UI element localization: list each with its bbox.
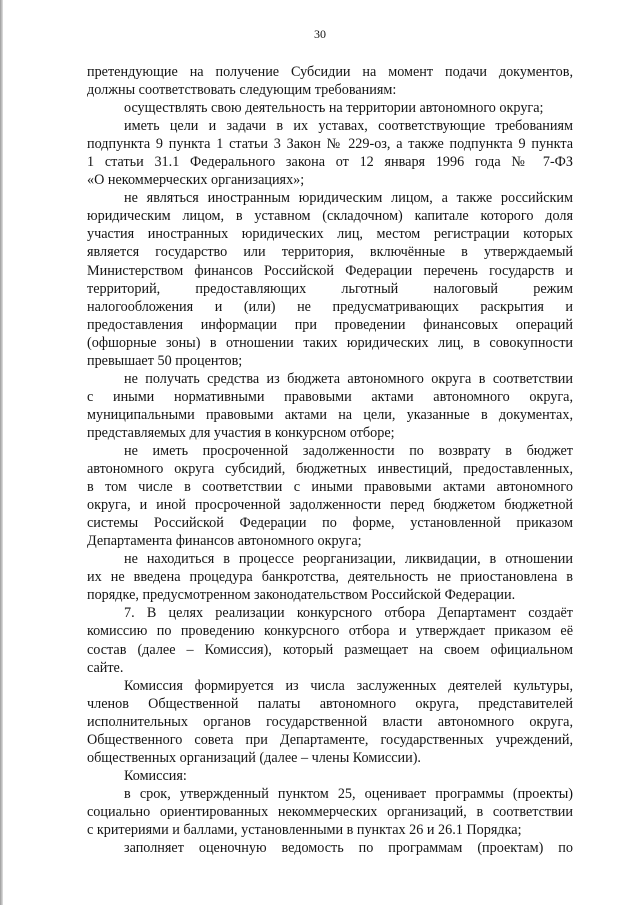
text-line: муниципальными правовыми актами на цели, указанные в документах, (87, 406, 573, 423)
text-line: осуществлять свою деятельность на территории автономного округа; (124, 100, 544, 117)
text-line: их не введена процедура банкротства, деятельность не приостановлена в (87, 569, 573, 586)
text-line: Общественного совета при Департаменте, государственных учреждений, (87, 731, 573, 748)
text-line: Министерством финансов Российской Федерации перечень государств и (87, 262, 573, 279)
text-line: Комиссия: (124, 767, 187, 784)
text-line: в срок, утвержденный пунктом 25, оценивает программы (проекты) (124, 785, 573, 802)
paragraph (87, 785, 573, 839)
text-line: состав (далее – Комиссия), который размещает на своем официальном (87, 641, 573, 658)
paragraph (87, 677, 573, 767)
text-line: подпункта 9 пункта 1 статьи 3 Закон № 229-оз, а также подпункта 9 пункта (87, 136, 573, 153)
paragraph (87, 117, 573, 189)
text-line: предоставления информации при проведении финансовых операций (87, 316, 573, 333)
text-line: системы Российской Федерации по форме, установленной приказом (87, 515, 573, 532)
text-line: не являться иностранным юридическим лицом, а также российским (124, 190, 573, 207)
paragraph (87, 63, 573, 99)
paragraph (87, 839, 573, 857)
text-line: территорий, предоставляющих льготный налоговый режим (87, 280, 573, 297)
text-line: не получать средства из бюджета автономного округа в соответствии (124, 370, 573, 387)
paragraph (87, 767, 573, 785)
text-line: является государство или территория, включённые в утверждаемый (87, 244, 573, 261)
text-line: (офшорные зоны) в отношении таких юридических лиц, в совокупности (87, 334, 573, 351)
text-line: претендующие на получение Субсидии на момент подачи документов, (87, 64, 573, 80)
paragraph (87, 370, 573, 442)
text-line: порядке, предусмотренном законодательством Российской Федерации. (87, 587, 516, 604)
document-body (87, 63, 573, 857)
text-line: комиссию по проведению конкурсного отбора и утверждает приказом её (87, 623, 573, 640)
text-line: иметь цели и задачи в их уставах, соответствующие требованиям (124, 118, 573, 135)
text-line: в том числе в соответствии с иными правовыми актами автономного (87, 479, 573, 496)
text-line: 1 статьи 31.1 Федерального закона от 12 января 1996 года № 7-ФЗ (87, 154, 573, 171)
text-line: не иметь просроченной задолженности по возврату в бюджет (124, 442, 573, 459)
text-line: должны соответствовать следующим требованиям: (87, 82, 397, 99)
text-line: с иными нормативными правовыми актами автономного округа, (87, 388, 573, 405)
text-line: общественных организаций (далее – члены Комиссии). (87, 749, 421, 766)
text-line: заполняет оценочную ведомость по программам (проектам) по (124, 840, 573, 857)
text-line: участия иностранных юридических лиц, местом регистрации которых (87, 226, 573, 243)
text-line: Комиссия формируется из числа заслуженных деятелей культуры, (124, 677, 573, 694)
text-line: налогообложения и (или) не предусматривающих раскрытия и (87, 298, 573, 315)
paragraph (87, 99, 573, 117)
text-line: Департамента финансов автономного округа; (87, 533, 362, 550)
text-line: 7. В целях реализации конкурсного отбора Департамент создаёт (124, 605, 573, 622)
text-line: округа, и иной просроченной задолженности перед бюджетом бюджетной (87, 497, 573, 514)
text-line: юридическим лицом, в уставном (складочном) капитале которого доля (87, 208, 573, 225)
text-line: членов Общественной палаты автономного округа, представителей (87, 695, 573, 712)
page-number: 30 (314, 27, 326, 41)
text-line: превышает 50 процентов; (87, 352, 243, 369)
text-line: сайте. (87, 659, 124, 676)
text-line: с критериями и баллами, установленными в пунктах 26 и 26.1 Порядка; (87, 821, 522, 838)
text-line: социально ориентированных некоммерческих организаций, в соответствии (87, 803, 573, 820)
text-line: автономного округа субсидий, бюджетных инвестиций, предоставленных, (87, 461, 573, 478)
scan-edge (0, 0, 3, 905)
paragraph (87, 604, 573, 676)
paragraph (87, 189, 573, 369)
paragraph (87, 550, 573, 604)
paragraph (87, 442, 573, 550)
text-line: «О некоммерческих организациях»; (87, 172, 305, 189)
text-line: исполнительных органов государственной власти автономного округа, (87, 713, 573, 730)
text-line: не находиться в процессе реорганизации, ликвидации, в отношении (124, 551, 573, 568)
text-line: представляемых для участия в конкурсном отборе; (87, 424, 395, 441)
